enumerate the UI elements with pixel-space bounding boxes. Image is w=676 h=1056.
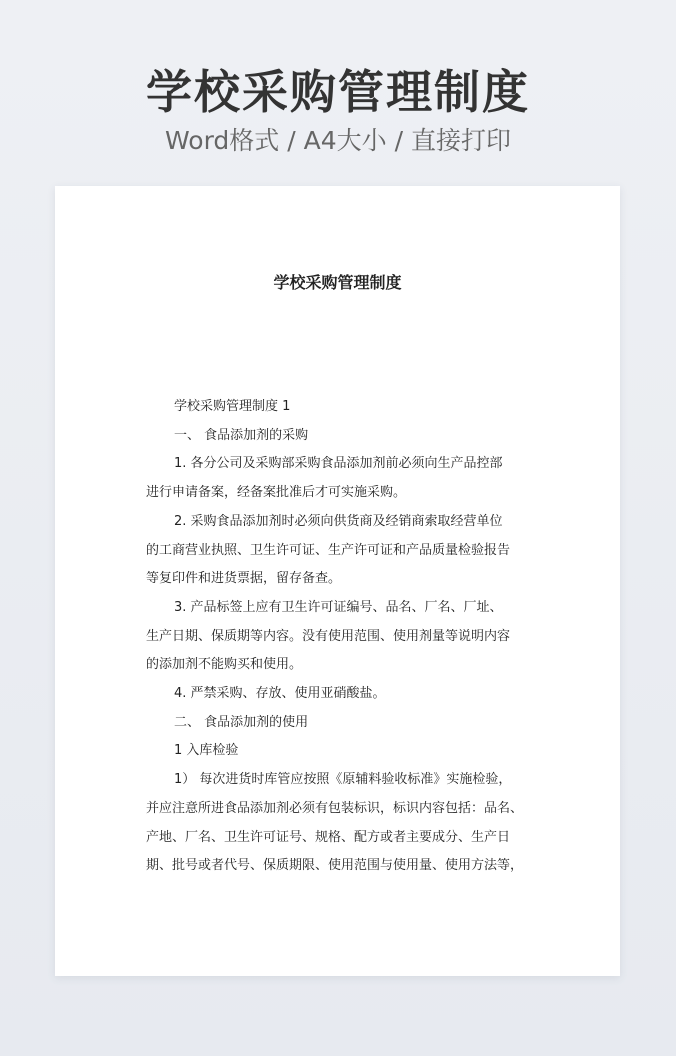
doc-line: 等复印件和进货票据，留存备查。 (146, 571, 342, 587)
doc-line: 并应注意所进食品添加剂必须有包装标识，标识内容包括：品名、 (146, 800, 524, 816)
doc-line: 2. 采购食品添加剂时必须向供货商及经销商索取经营单位 (174, 513, 503, 529)
hero-header (0, 60, 676, 158)
doc-line: 1 入库检验 (174, 743, 239, 759)
document-body (146, 393, 532, 881)
doc-line: 的工商营业执照、卫生许可证、生产许可证和产品质量检验报告 (146, 542, 511, 558)
doc-line: 3. 产品标签上应有卫生许可证编号、品名、厂名、厂址、 (174, 599, 503, 615)
doc-line: 一、 食品添加剂的采购 (174, 427, 309, 443)
doc-line: 二、 食品添加剂的使用 (174, 714, 309, 730)
document-title: 学校采购管理制度 (273, 273, 402, 292)
doc-line: 生产日期、保质期等内容。没有使用范围、使用剂量等说明内容 (146, 628, 511, 644)
doc-line: 1. 各分公司及采购部采购食品添加剂前必须向生产品控部 (174, 456, 503, 472)
hero-subtitle: Word格式 / A4大小 / 直接打印 (165, 126, 511, 155)
document-page (55, 186, 620, 976)
doc-line: 产地、厂名、卫生许可证号、规格、配方或者主要成分、生产日 (146, 829, 511, 845)
doc-line: 4. 严禁采购、存放、使用亚硝酸盐。 (174, 686, 386, 702)
hero-title: 学校采购管理制度 (146, 65, 530, 119)
doc-line: 进行申请备案，经备案批准后才可实施采购。 (146, 485, 407, 501)
doc-line: 的添加剂不能购买和使用。 (146, 657, 303, 673)
doc-line: 1） 每次进货时库管应按照《原辅料验收标准》实施检验， (174, 772, 512, 788)
doc-line: 学校采购管理制度 1 (174, 399, 291, 414)
doc-line: 期、批号或者代号、保质期限、使用范围与使用量、使用方法等， (146, 858, 524, 874)
